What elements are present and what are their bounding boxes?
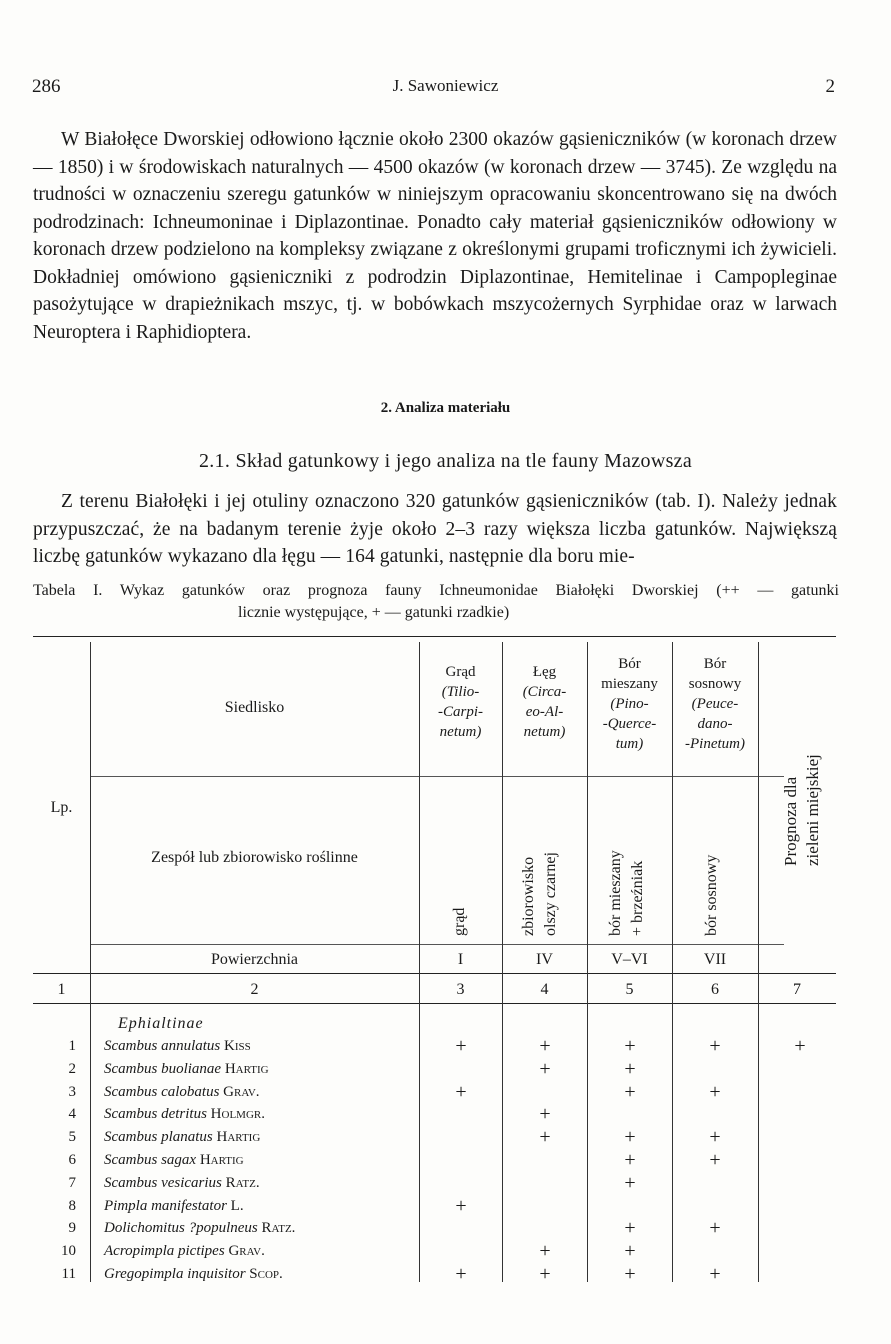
occurrence-mark: + [709,1035,721,1057]
table-row [0,1126,891,1151]
species-author: Hartig [199,1152,244,1168]
occurrence-mark: + [539,1057,551,1080]
header-siedlisko: Siedlisko [224,699,285,716]
table-row [0,1035,891,1060]
occurrence-mark: + [455,1035,467,1057]
area-bor-sosnowy: VII [703,951,727,968]
table-inner-rule-2 [90,944,784,945]
occurrence-mark: + [624,1171,636,1194]
species-author: Scop. [249,1266,283,1282]
row-number: 8 [68,1197,76,1214]
subsection-heading: 2.1. Skład gatunkowy i jego analiza na tle fauny Mazowsza [198,450,693,472]
colnum-3: 3 [456,981,465,998]
row-number: 1 [68,1038,76,1054]
occurrence-mark: + [709,1149,721,1171]
community-olsza: zbiorowisko olszy czarnej [520,852,559,936]
row-number: 9 [68,1220,76,1237]
table-row [0,1057,891,1083]
occurrence-mark: + [539,1263,551,1285]
community-bor-sosnowy: bór sosnowy [703,854,720,936]
colnum-2: 2 [250,981,259,998]
header-powierzchnia: Powierzchnia [210,951,299,968]
species-author: Ratz. [261,1220,296,1237]
page-number: 286 [32,76,61,97]
occurrence-mark: + [539,1240,551,1263]
table-inner-rule-1 [90,776,784,777]
species-author: Hartig [224,1060,269,1077]
subfamily-heading: Ephialtinae [118,1015,204,1032]
species-name: Scambus buolianae Hartig [104,1060,269,1077]
species-author: Hartig [216,1129,261,1146]
row-number: 11 [61,1266,76,1282]
area-leg: IV [536,951,553,968]
occurrence-mark: + [624,1240,636,1263]
row-number: 3 [68,1083,76,1100]
paragraph-intro: W Białołęce Dworskiej odłowiono łącznie około 2300 okazów gąsieniczników (w koronach drzew — 1850) i w środowiskach naturalnych — 4500 okazów (w koronach drzew — 3745). Ze względu na trudności w oznaczeniu szeregu gatunków w niniejszym opracowaniu skoncentrowano się na dwóch podrodzinach: Ichneumoninae i Diplazontinae. Ponadto cały materiał gąsieniczników odłowiony w koronach drzew podzielono na kompleksy związane z określonymi grupami troficznymi ich żywicieli. Dokładniej omówiono gąsieniczniki z podrodzin Diplazontinae, Hemitelinae i Campopleginae pasożytujące w drapieżnikach mszyc, tj. w bobówkach mszycożernych Syrphidae oraz w larwach Neuroptera i Raphidioptera. [33,129,837,343]
species-name: Scambus annulatus Kiss [104,1038,251,1054]
species-name: Scambus sagax Hartig [104,1152,244,1168]
caption-line-2: licznie występujące, + — gatunki rzadkie) [238,604,510,621]
area-grad: I [457,951,464,968]
species-name: Scambus detritus Holmgr. [104,1106,265,1123]
occurrence-mark: + [539,1035,551,1057]
species-name: Pimpla manifestator L. [104,1197,244,1214]
table-row [0,1149,891,1174]
area-bor-mieszany: V–VI [611,951,648,968]
table-row [0,1194,891,1220]
species-author: Ratz. [225,1174,260,1191]
header-lp: Lp. [50,799,73,816]
colnum-1: 1 [57,981,66,998]
occurrence-mark: + [624,1217,636,1240]
row-number: 4 [68,1106,76,1123]
colnum-4: 4 [540,981,549,998]
section-heading: 2. Analiza materiału [380,400,511,416]
header-zespol: Zespół lub zbiorowisko roślinne [151,849,358,866]
species-name: Gregopimpla inquisitor Scop. [104,1266,283,1282]
species-author: Grav. [223,1083,260,1100]
occurrence-mark: + [624,1126,636,1149]
table-row [0,1171,891,1197]
caption-line-1: Tabela I. Wykaz gatunków oraz prognoza fauny Ichneumonidae Białołęki Dworskiej (++ — gatunki [33,582,839,599]
table-row [0,1217,891,1242]
occurrence-mark: + [455,1194,467,1217]
occurrence-mark: + [539,1103,551,1126]
species-author: Kiss [224,1038,251,1054]
paragraph-analysis: Z terenu Białołęki i jej otuliny oznaczono 320 gatunków gąsieniczników (tab. I). Należy jednak przypuszczać, że na badanym terenie żyje około 2–3 razy większa liczba gatunków. Największą liczbę gatunków wykazano dla łęgu — 164 gatunki, następnie dla boru mie- [33,491,837,567]
table-row [0,1103,891,1128]
row-number: 10 [61,1243,76,1260]
species-author: Grav. [228,1243,265,1260]
occurrence-mark: + [794,1035,806,1057]
species-name: Scambus planatus Hartig [104,1129,261,1146]
table-row [0,1080,891,1106]
row-number: 2 [68,1060,76,1077]
colnum-7: 7 [793,981,801,998]
occurrence-mark: + [624,1057,636,1080]
species-author: Holmgr. [210,1106,265,1123]
occurrence-mark: + [624,1149,636,1171]
occurrence-mark: + [709,1217,721,1240]
habitat-head-bor-mieszany: Bór mieszany (Pino- -Querce- tum) [601,656,658,752]
species-name: Acropimpla pictipes Grav. [104,1243,265,1260]
table-top-rule [33,636,836,637]
occurrence-mark: + [455,1080,467,1103]
colnum-5: 5 [625,981,634,998]
occurrence-mark: + [455,1263,467,1285]
species-name: Scambus calobatus Grav. [104,1083,260,1100]
header-prognoza: Prognoza dla zieleni miejskiej [781,754,822,866]
occurrence-mark: + [709,1263,721,1285]
habitat-head-leg: Łęg (Circa- eo-Al- netum) [522,664,567,740]
occurrence-mark: + [624,1035,636,1057]
community-grad: grąd [451,907,468,936]
species-name: Scambus vesicarius Ratz. [104,1174,260,1191]
occurrence-mark: + [709,1080,721,1103]
running-author: J. Sawoniewicz [392,76,499,95]
table-header-rule [33,973,836,974]
row-number: 7 [68,1174,76,1191]
habitat-head-grad: Grąd (Tilio- -Carpi- netum) [438,664,483,740]
table-row [0,1263,891,1288]
table-numbering-rule [33,1003,836,1004]
table-caption [33,580,839,624]
occurrence-mark: + [624,1263,636,1285]
occurrence-mark: + [539,1126,551,1149]
row-number: 5 [68,1129,76,1146]
table-row [0,1240,891,1265]
community-bor-mieszany: bór mieszany + brzeźniak [607,850,646,936]
habitat-head-bor-sosnowy: Bór sosnowy (Peuce- dano- -Pinetum) [685,656,745,752]
occurrence-mark: + [709,1126,721,1149]
colnum-6: 6 [711,981,719,998]
row-number: 6 [68,1152,76,1168]
occurrence-mark: + [624,1080,636,1103]
header-right-mark: 2 [825,76,835,97]
species-author: L. [230,1197,244,1214]
species-name: Dolichomitus ?populneus Ratz. [104,1220,296,1237]
